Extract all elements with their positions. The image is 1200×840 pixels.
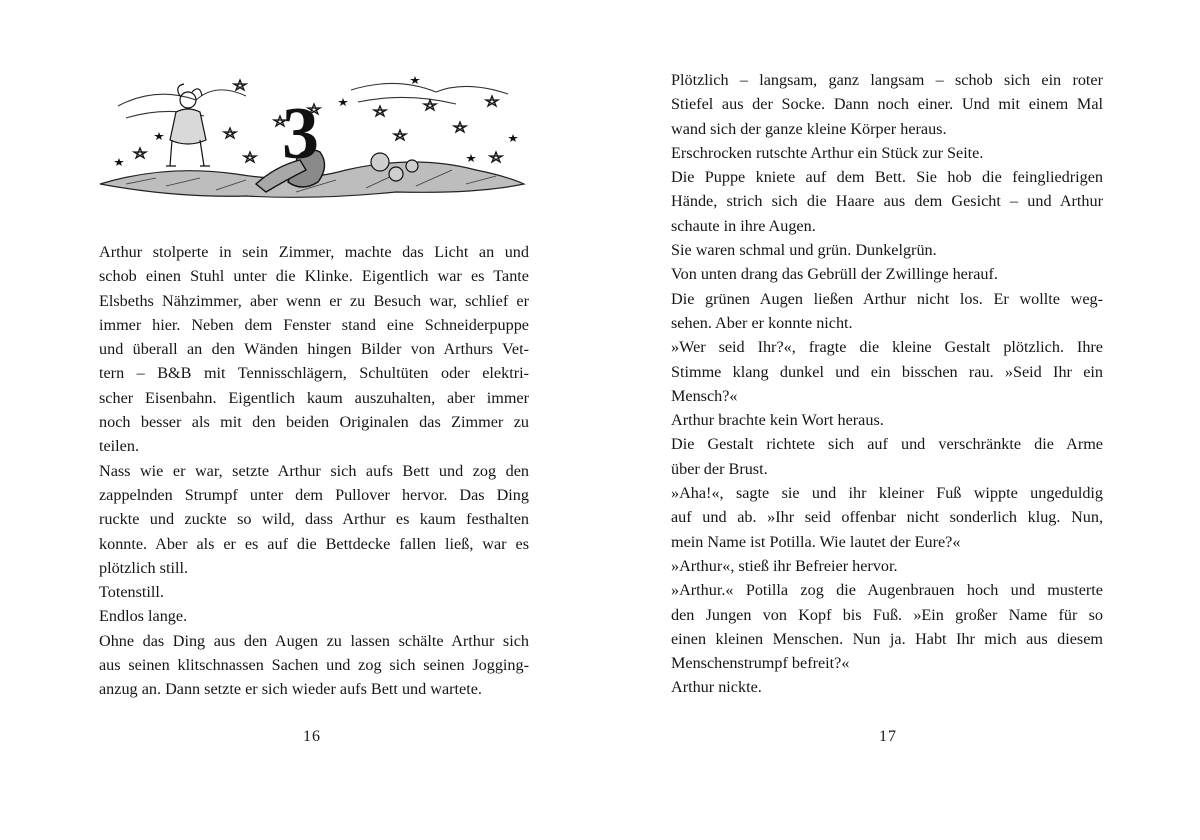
text-line: Nass wie er war, setzte Arthur sich aufs Bett und zog den	[99, 461, 529, 480]
text-line: ruckte und zuckte so wild, dass Arthur es kaum festhalten	[99, 510, 529, 529]
text-line: aus seinen klitschnassen Sachen und zog sich seinen Jogging-	[99, 656, 529, 675]
chapter-number: 3	[282, 93, 319, 175]
text-line: Von unten drang das Gebrüll der Zwillinge herauf.	[671, 265, 998, 284]
text-line: Sie waren schmal und grün. Dunkelgrün.	[671, 241, 937, 260]
text-line: konnte. Aber als er es auf die Bettdecke fallen ließ, war es	[99, 534, 529, 553]
text-line: »Arthur«, stieß ihr Befreier hervor.	[671, 556, 898, 575]
page-number-left: 16	[303, 728, 321, 745]
text-line: mein Name ist Potilla. Wie lautet der Eure?«	[671, 532, 961, 551]
text-line: Stimme klang dunkel und ein bisschen rau. »Seid Ihr ein	[671, 362, 1103, 381]
text-line: noch besser als mit den beiden Originalen das Zimmer zu	[99, 413, 529, 432]
text-line: Elsbeths Nähzimmer, aber wenn er zu Besuch war, schlief er	[99, 291, 529, 310]
text-line: wand sich der ganze kleine Körper heraus.	[671, 119, 947, 138]
text-line: plötzlich still.	[99, 558, 189, 577]
text-line: immer hier. Neben dem Fenster stand eine Schneiderpuppe	[99, 315, 529, 334]
text-line: zappelnden Strumpf unter dem Pullover hervor. Das Ding	[99, 485, 529, 504]
text-line: Erschrocken rutschte Arthur ein Stück zur Seite.	[671, 143, 984, 162]
text-line: Stiefel aus der Socke. Dann noch einer. Und mit einem Mal	[671, 95, 1103, 114]
text-line: Endlos lange.	[99, 607, 188, 626]
text-line: »Arthur.« Potilla zog die Augenbrauen hoch und musterte	[671, 581, 1103, 600]
page-number-right: 17	[879, 728, 897, 745]
text-line: schob einen Stuhl unter die Klinke. Eigentlich war es Tante	[99, 267, 529, 286]
text-line: Menschenstrumpf befreit?«	[671, 654, 850, 673]
text-line: »Aha!«, sagte sie und ihr kleiner Fuß wippte ungeduldig	[671, 484, 1103, 503]
chapter-illustration	[96, 66, 528, 216]
text-line: anzug an. Dann setzte er sich wieder aufs Bett und wartete.	[99, 680, 482, 699]
text-line: Die Gestalt richtete sich auf und verschränkte die Arme	[671, 435, 1103, 454]
text-line: Arthur brachte kein Wort heraus.	[671, 411, 884, 430]
text-line: sehen. Aber er konnte nicht.	[671, 313, 853, 332]
left-page-text	[99, 240, 529, 702]
text-line: Ohne das Ding aus den Augen zu lassen schälte Arthur sich	[99, 631, 529, 650]
text-line: Plötzlich – langsam, ganz langsam – schob sich ein roter	[671, 71, 1103, 89]
text-line: »Wer seid Ihr?«, fragte die kleine Gestalt plötzlich. Ihre	[671, 338, 1103, 357]
right-page	[600, 0, 1200, 840]
text-line: einen kleinen Menschen. Nun ja. Habt Ihr mich aus diesem	[671, 629, 1103, 648]
text-line: Mensch?«	[671, 386, 738, 405]
text-line: den Jungen von Kopf bis Fuß. »Ein großer Name für so	[671, 605, 1103, 624]
text-line: Arthur stolperte in sein Zimmer, machte das Licht an und	[99, 243, 529, 261]
text-line: Arthur nickte.	[671, 678, 762, 697]
text-line: tern – B&B mit Tennisschlägern, Schultüten oder elektri-	[99, 364, 529, 383]
text-line: Totenstill.	[99, 583, 164, 602]
text-line: Die Puppe kniete auf dem Bett. Sie hob die feingliedrigen	[671, 168, 1103, 187]
text-line: Die grünen Augen ließen Arthur nicht los. Er wollte weg-	[671, 289, 1103, 308]
text-line: über der Brust.	[671, 459, 768, 478]
text-line: schaute in ihre Augen.	[671, 216, 816, 235]
text-line: Hände, strich sich die Haare aus dem Gesicht – und Arthur	[671, 192, 1103, 211]
text-line: und überall an den Wänden hingen Bilder von Arthurs Vet-	[99, 340, 529, 359]
text-line: scher Eisenbahn. Eigentlich kaum auszuhalten, aber immer	[99, 388, 529, 407]
text-line: auf und ab. »Ihr seid offenbar nicht sonderlich klug. Nun,	[671, 508, 1103, 527]
right-page-text	[671, 68, 1103, 700]
text-line: teilen.	[99, 437, 140, 456]
